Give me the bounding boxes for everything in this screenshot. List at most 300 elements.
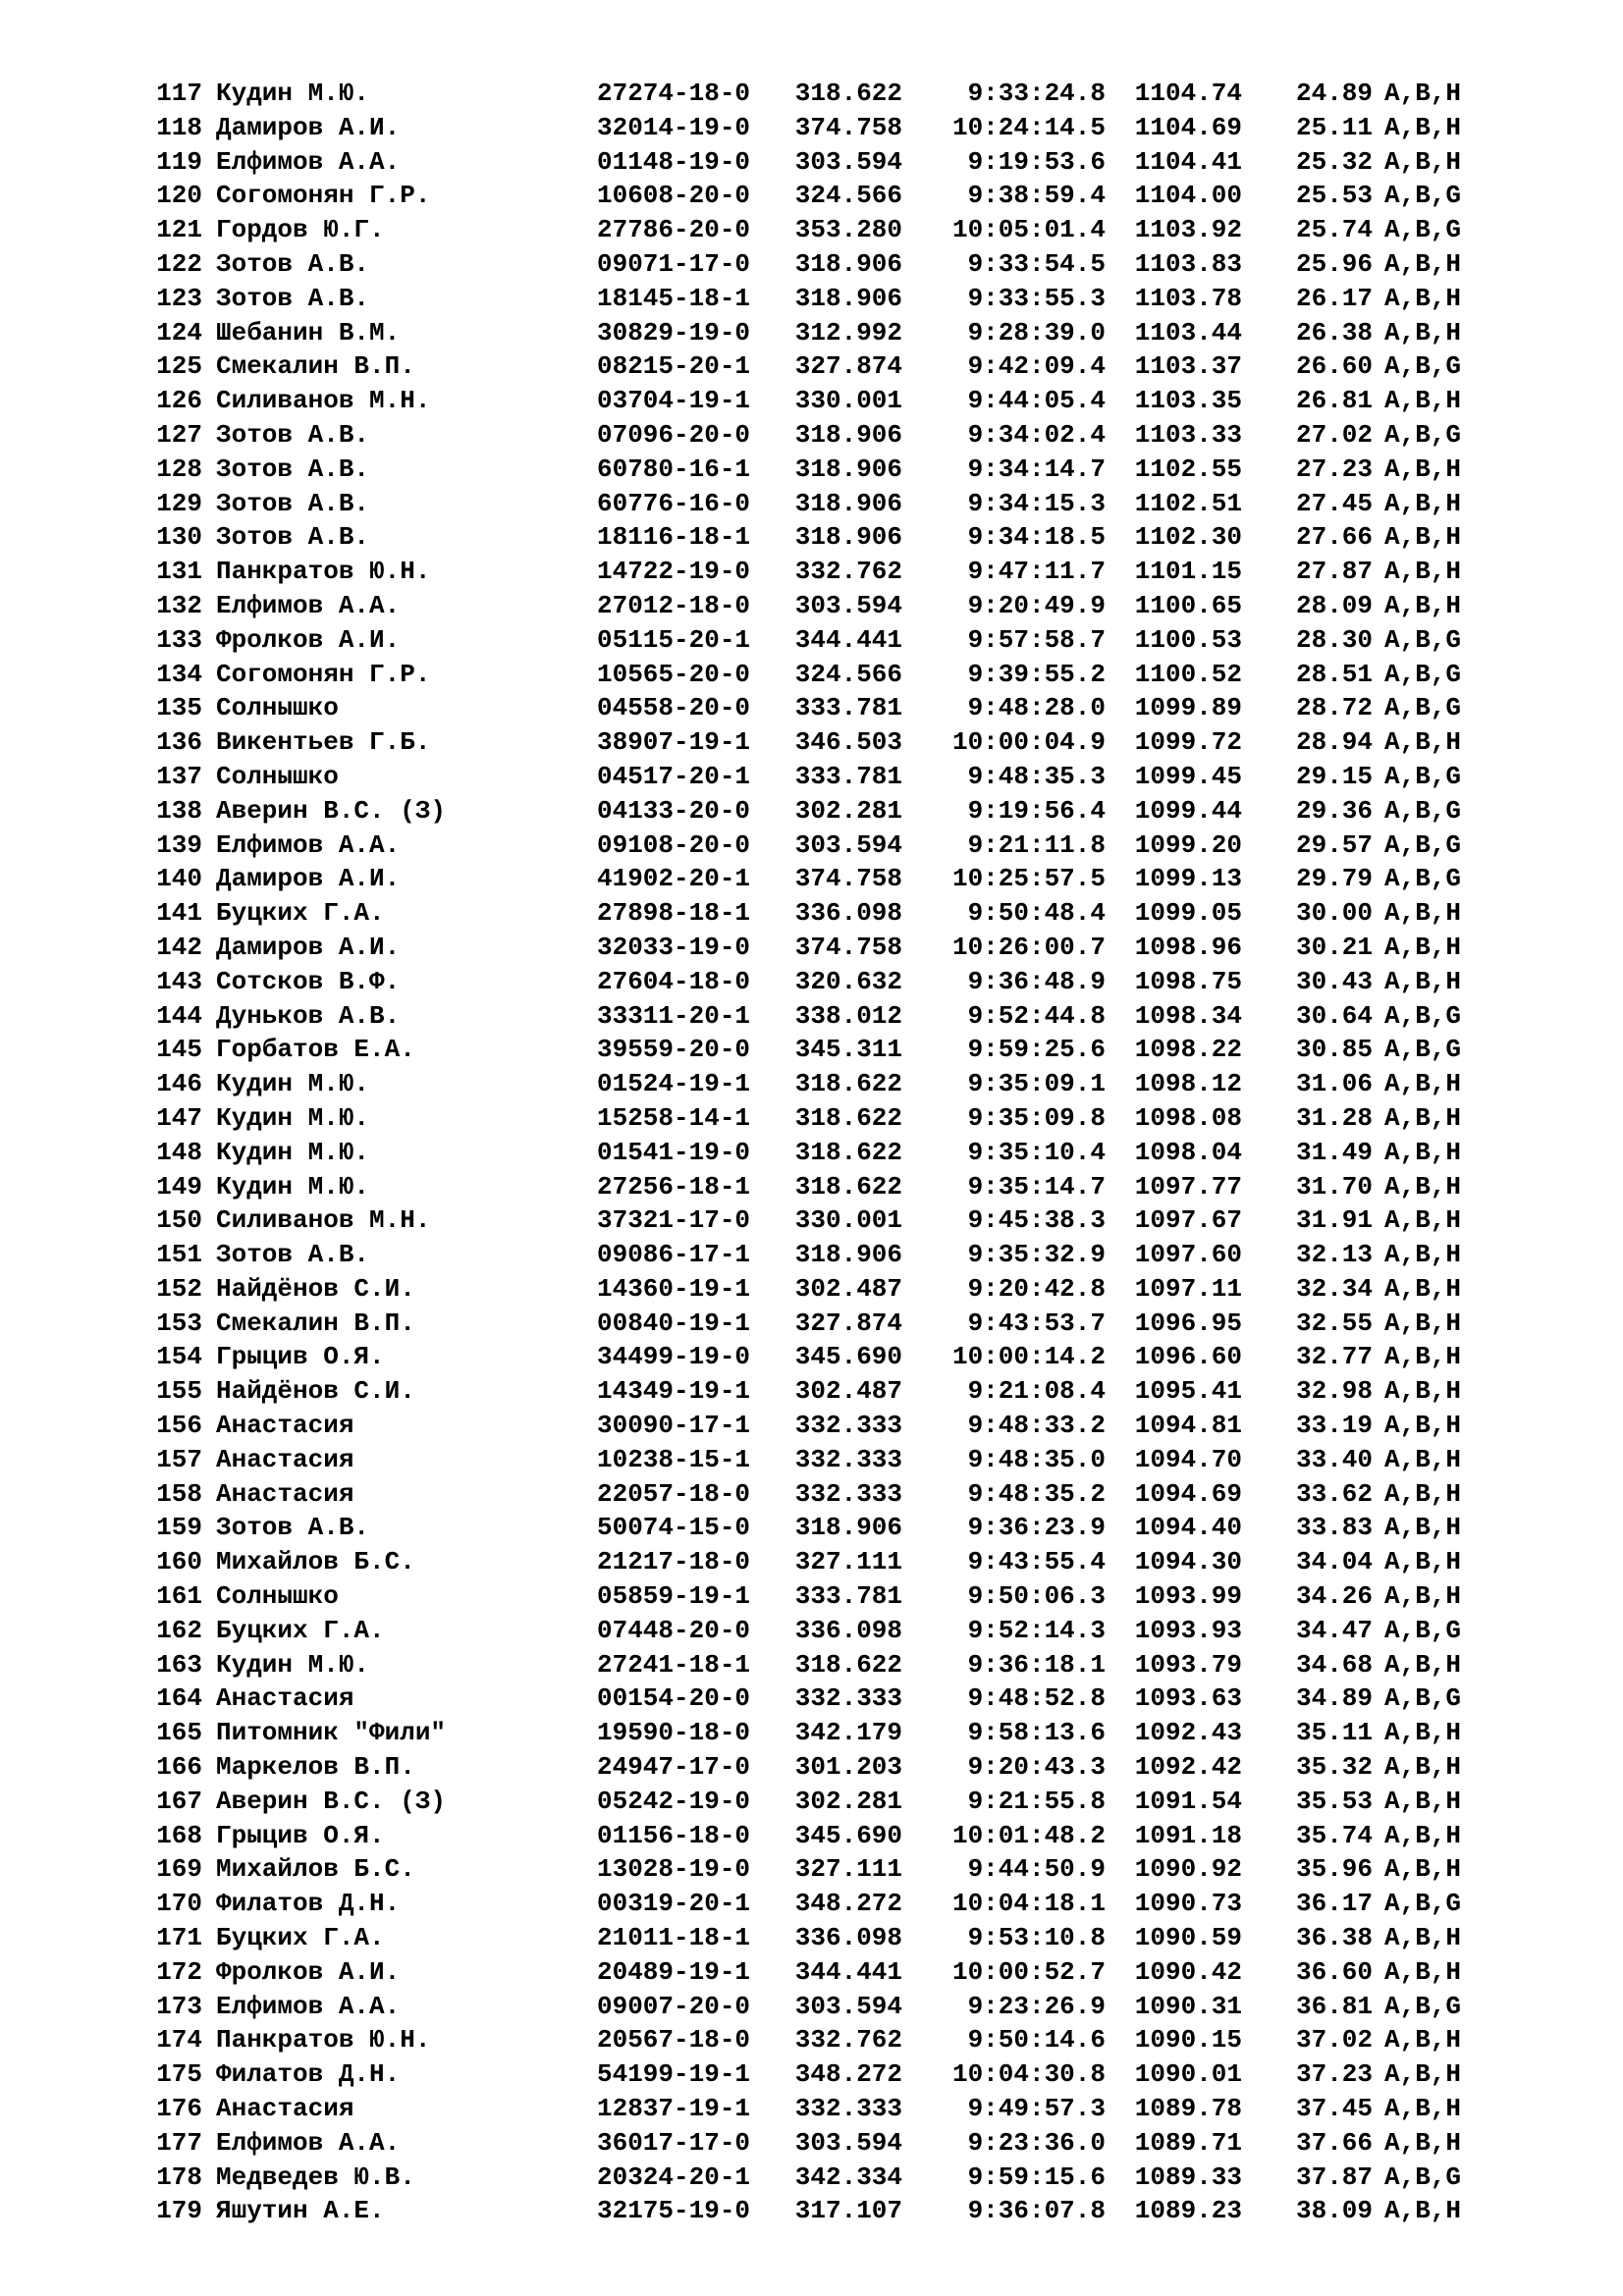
speed-cell: 1092.43 [1134, 1718, 1242, 1748]
table-row [143, 1545, 1567, 1579]
arrival-time-cell: 9:34:14.7 [967, 454, 1106, 484]
distance-cell: 353.280 [794, 215, 902, 245]
table-row [143, 453, 1567, 487]
rank-cell: 135 [156, 693, 202, 723]
arrival-time-cell: 9:36:48.9 [967, 966, 1106, 996]
table-row [143, 589, 1567, 623]
arrival-time-cell: 9:35:14.7 [967, 1171, 1106, 1201]
speed-cell: 1098.34 [1134, 1000, 1242, 1031]
arrival-time-cell: 9:36:18.1 [967, 1649, 1106, 1680]
rank-cell: 156 [156, 1411, 202, 1441]
arrival-time-cell: 9:52:44.8 [967, 1000, 1106, 1031]
ring-number-cell: 00319-20-1 [597, 1889, 751, 1919]
coefficient-cell: 33.83 [1295, 1513, 1373, 1543]
rank-cell: 130 [156, 522, 202, 553]
ring-number-cell: 27786-20-0 [597, 215, 751, 245]
ring-number-cell: 05242-19-0 [597, 1786, 751, 1816]
fancier-name-cell: Зотов А.В. [216, 488, 370, 518]
fancier-name-cell: Зотов А.В. [216, 1240, 370, 1270]
fancier-name-cell: Фролков А.И. [216, 624, 401, 655]
table-row [143, 1750, 1567, 1785]
rank-cell: 127 [156, 419, 202, 450]
speed-cell: 1098.04 [1134, 1137, 1242, 1167]
fancier-name-cell: Михайлов Б.С. [216, 1854, 415, 1885]
group-cell: A,B,G [1384, 215, 1462, 245]
coefficient-cell: 27.87 [1295, 557, 1373, 587]
table-row [143, 760, 1567, 794]
distance-cell: 318.906 [794, 283, 902, 313]
coefficient-cell: 32.13 [1295, 1240, 1373, 1270]
speed-cell: 1104.74 [1134, 79, 1242, 108]
table-row [143, 1579, 1567, 1614]
rank-cell: 120 [156, 181, 202, 211]
distance-cell: 345.311 [794, 1035, 902, 1065]
speed-cell: 1097.11 [1134, 1273, 1242, 1304]
distance-cell: 318.906 [794, 1513, 902, 1543]
rank-cell: 178 [156, 2162, 202, 2192]
rank-cell: 152 [156, 1273, 202, 1304]
distance-cell: 336.098 [794, 1615, 902, 1645]
distance-cell: 318.622 [794, 1649, 902, 1680]
arrival-time-cell: 9:35:10.4 [967, 1137, 1106, 1167]
table-row [143, 2023, 1567, 2057]
arrival-time-cell: 10:24:14.5 [951, 112, 1106, 142]
arrival-time-cell: 9:48:33.2 [967, 1411, 1106, 1441]
coefficient-cell: 26.17 [1295, 283, 1373, 313]
fancier-name-cell: Дамиров А.И. [216, 864, 401, 894]
table-row [143, 1443, 1567, 1477]
group-cell: A,B,H [1384, 1444, 1462, 1474]
distance-cell: 332.762 [794, 557, 902, 587]
speed-cell: 1099.89 [1134, 693, 1242, 723]
coefficient-cell: 28.94 [1295, 727, 1373, 758]
ring-number-cell: 00154-20-0 [597, 1683, 751, 1714]
arrival-time-cell: 9:44:50.9 [967, 1854, 1106, 1885]
speed-cell: 1102.30 [1134, 522, 1242, 553]
distance-cell: 333.781 [794, 693, 902, 723]
ring-number-cell: 10608-20-0 [597, 181, 751, 211]
speed-cell: 1093.99 [1134, 1581, 1242, 1612]
ring-number-cell: 30829-19-0 [597, 317, 751, 347]
fancier-name-cell: Зотов А.В. [216, 522, 370, 553]
fancier-name-cell: Кудин М.Ю. [216, 1649, 370, 1680]
rank-cell: 141 [156, 898, 202, 929]
ring-number-cell: 14349-19-1 [597, 1376, 751, 1407]
coefficient-cell: 34.47 [1295, 1615, 1373, 1645]
table-row [143, 965, 1567, 999]
distance-cell: 301.203 [794, 1752, 902, 1783]
fancier-name-cell: Панкратов Ю.Н. [216, 2025, 431, 2056]
rank-cell: 177 [156, 2127, 202, 2158]
group-cell: A,B,H [1384, 248, 1462, 279]
ring-number-cell: 32175-19-0 [597, 2196, 751, 2226]
fancier-name-cell: Зотов А.В. [216, 283, 370, 313]
table-row [143, 999, 1567, 1034]
ring-number-cell: 60776-16-0 [597, 488, 751, 518]
group-cell: A,B,H [1384, 1137, 1462, 1167]
rank-cell: 134 [156, 659, 202, 689]
speed-cell: 1090.31 [1134, 1991, 1242, 2021]
coefficient-cell: 29.79 [1295, 864, 1373, 894]
table-row [143, 555, 1567, 589]
arrival-time-cell: 9:36:07.8 [967, 2196, 1106, 2226]
group-cell: A,B,H [1384, 1649, 1462, 1680]
fancier-name-cell: Медведев Ю.В. [216, 2162, 415, 2192]
ring-number-cell: 15258-14-1 [597, 1102, 751, 1133]
group-cell: A,B,H [1384, 146, 1462, 177]
arrival-time-cell: 9:19:56.4 [967, 795, 1106, 826]
fancier-name-cell: Горбатов Е.А. [216, 1035, 415, 1065]
speed-cell: 1090.15 [1134, 2025, 1242, 2056]
ring-number-cell: 27274-18-0 [597, 79, 751, 108]
table-row [143, 2126, 1567, 2161]
speed-cell: 1091.54 [1134, 1786, 1242, 1816]
coefficient-cell: 25.11 [1295, 112, 1373, 142]
speed-cell: 1089.33 [1134, 2162, 1242, 2192]
distance-cell: 345.690 [794, 1820, 902, 1850]
table-row [143, 658, 1567, 692]
fancier-name-cell: Буцких Г.А. [216, 1923, 385, 1953]
coefficient-cell: 37.66 [1295, 2127, 1373, 2158]
speed-cell: 1093.79 [1134, 1649, 1242, 1680]
group-cell: A,B,G [1384, 181, 1462, 211]
arrival-time-cell: 9:57:58.7 [967, 624, 1106, 655]
table-row [143, 282, 1567, 316]
table-row [143, 1238, 1567, 1272]
speed-cell: 1099.20 [1134, 829, 1242, 860]
distance-cell: 332.333 [794, 1411, 902, 1441]
coefficient-cell: 27.66 [1295, 522, 1373, 553]
speed-cell: 1103.92 [1134, 215, 1242, 245]
table-row [143, 1921, 1567, 1955]
distance-cell: 318.622 [794, 79, 902, 108]
speed-cell: 1098.12 [1134, 1069, 1242, 1099]
coefficient-cell: 29.15 [1295, 761, 1373, 791]
distance-cell: 318.622 [794, 1102, 902, 1133]
speed-cell: 1103.37 [1134, 351, 1242, 382]
ring-number-cell: 37321-17-0 [597, 1205, 751, 1236]
fancier-name-cell: Анастасия [216, 2094, 354, 2124]
arrival-time-cell: 9:35:09.1 [967, 1069, 1106, 1099]
coefficient-cell: 35.53 [1295, 1786, 1373, 1816]
group-cell: A,B,H [1384, 1581, 1462, 1612]
table-row [143, 1067, 1567, 1101]
coefficient-cell: 34.26 [1295, 1581, 1373, 1612]
speed-cell: 1095.41 [1134, 1376, 1242, 1407]
distance-cell: 318.622 [794, 1069, 902, 1099]
rank-cell: 176 [156, 2094, 202, 2124]
speed-cell: 1102.55 [1134, 454, 1242, 484]
table-row [143, 1374, 1567, 1409]
coefficient-cell: 30.00 [1295, 898, 1373, 929]
coefficient-cell: 26.38 [1295, 317, 1373, 347]
arrival-time-cell: 9:59:25.6 [967, 1035, 1106, 1065]
fancier-name-cell: Солнышко [216, 1581, 339, 1612]
table-row [143, 179, 1567, 213]
group-cell: A,B,G [1384, 829, 1462, 860]
group-cell: A,B,H [1384, 283, 1462, 313]
group-cell: A,B,G [1384, 351, 1462, 382]
speed-cell: 1103.35 [1134, 386, 1242, 416]
ring-number-cell: 14722-19-0 [597, 557, 751, 587]
ring-number-cell: 41902-20-1 [597, 864, 751, 894]
table-row [143, 1272, 1567, 1307]
rank-cell: 151 [156, 1240, 202, 1270]
group-cell: A,B,G [1384, 1035, 1462, 1065]
coefficient-cell: 37.87 [1295, 2162, 1373, 2192]
group-cell: A,B,G [1384, 864, 1462, 894]
table-row [143, 1340, 1567, 1374]
table-row [143, 1648, 1567, 1682]
distance-cell: 318.622 [794, 1171, 902, 1201]
rank-cell: 160 [156, 1547, 202, 1577]
table-row [143, 2092, 1567, 2126]
table-row [143, 1852, 1567, 1887]
fancier-name-cell: Кудин М.Ю. [216, 1069, 370, 1099]
ring-number-cell: 09007-20-0 [597, 1991, 751, 2021]
group-cell: A,B,H [1384, 2059, 1462, 2090]
arrival-time-cell: 9:48:35.3 [967, 761, 1106, 791]
group-cell: A,B,G [1384, 693, 1462, 723]
arrival-time-cell: 9:42:09.4 [967, 351, 1106, 382]
group-cell: A,B,H [1384, 1923, 1462, 1953]
rank-cell: 125 [156, 351, 202, 382]
group-cell: A,B,H [1384, 112, 1462, 142]
coefficient-cell: 32.34 [1295, 1273, 1373, 1304]
rank-cell: 167 [156, 1786, 202, 1816]
distance-cell: 345.690 [794, 1342, 902, 1372]
group-cell: A,B,H [1384, 522, 1462, 553]
ring-number-cell: 10238-15-1 [597, 1444, 751, 1474]
fancier-name-cell: Елфимов А.А. [216, 2127, 401, 2158]
speed-cell: 1099.44 [1134, 795, 1242, 826]
ring-number-cell: 27241-18-1 [597, 1649, 751, 1680]
speed-cell: 1094.81 [1134, 1411, 1242, 1441]
coefficient-cell: 31.06 [1295, 1069, 1373, 1099]
ring-number-cell: 10565-20-0 [597, 659, 751, 689]
group-cell: A,B,H [1384, 1240, 1462, 1270]
group-cell: A,B,G [1384, 1000, 1462, 1031]
coefficient-cell: 27.45 [1295, 488, 1373, 518]
speed-cell: 1104.69 [1134, 112, 1242, 142]
group-cell: A,B,G [1384, 419, 1462, 450]
coefficient-cell: 30.64 [1295, 1000, 1373, 1031]
table-row [143, 1477, 1567, 1512]
speed-cell: 1091.18 [1134, 1820, 1242, 1850]
rank-cell: 155 [156, 1376, 202, 1407]
speed-cell: 1100.65 [1134, 590, 1242, 620]
rank-cell: 162 [156, 1615, 202, 1645]
speed-cell: 1098.08 [1134, 1102, 1242, 1133]
speed-cell: 1093.63 [1134, 1683, 1242, 1714]
coefficient-cell: 33.62 [1295, 1478, 1373, 1509]
group-cell: A,B,H [1384, 2094, 1462, 2124]
rank-cell: 159 [156, 1513, 202, 1543]
table-row [143, 691, 1567, 725]
ring-number-cell: 20324-20-1 [597, 2162, 751, 2192]
fancier-name-cell: Дуньков А.В. [216, 1000, 401, 1031]
speed-cell: 1104.00 [1134, 181, 1242, 211]
fancier-name-cell: Михайлов Б.С. [216, 1547, 415, 1577]
rank-cell: 179 [156, 2196, 202, 2226]
arrival-time-cell: 9:20:49.9 [967, 590, 1106, 620]
distance-cell: 302.281 [794, 795, 902, 826]
table-row [143, 1511, 1567, 1545]
speed-cell: 1103.83 [1134, 248, 1242, 279]
table-row [143, 384, 1567, 418]
distance-cell: 324.566 [794, 181, 902, 211]
rank-cell: 174 [156, 2025, 202, 2056]
arrival-time-cell: 9:48:28.0 [967, 693, 1106, 723]
fancier-name-cell: Анастасия [216, 1478, 354, 1509]
group-cell: A,B,H [1384, 1342, 1462, 1372]
ring-number-cell: 08215-20-1 [597, 351, 751, 382]
distance-cell: 374.758 [794, 932, 902, 962]
ring-number-cell: 20567-18-0 [597, 2025, 751, 2056]
distance-cell: 327.111 [794, 1547, 902, 1577]
speed-cell: 1094.70 [1134, 1444, 1242, 1474]
ring-number-cell: 27604-18-0 [597, 966, 751, 996]
table-row [143, 349, 1567, 384]
ring-number-cell: 01541-19-0 [597, 1137, 751, 1167]
distance-cell: 318.622 [794, 1137, 902, 1167]
arrival-time-cell: 9:48:35.0 [967, 1444, 1106, 1474]
rank-cell: 150 [156, 1205, 202, 1236]
group-cell: A,B,H [1384, 1102, 1462, 1133]
arrival-time-cell: 9:38:59.4 [967, 181, 1106, 211]
ring-number-cell: 27256-18-1 [597, 1171, 751, 1201]
coefficient-cell: 31.49 [1295, 1137, 1373, 1167]
arrival-time-cell: 9:20:42.8 [967, 1273, 1106, 1304]
fancier-name-cell: Грыцив О.Я. [216, 1820, 385, 1850]
distance-cell: 333.781 [794, 1581, 902, 1612]
distance-cell: 333.781 [794, 761, 902, 791]
table-row [143, 862, 1567, 896]
distance-cell: 318.906 [794, 419, 902, 450]
group-cell: A,B,H [1384, 1478, 1462, 1509]
ring-number-cell: 05115-20-1 [597, 624, 751, 655]
arrival-time-cell: 10:04:18.1 [951, 1889, 1106, 1919]
speed-cell: 1099.45 [1134, 761, 1242, 791]
distance-cell: 330.001 [794, 1205, 902, 1236]
ring-number-cell: 39559-20-0 [597, 1035, 751, 1065]
arrival-time-cell: 9:34:18.5 [967, 522, 1106, 553]
arrival-time-cell: 9:36:23.9 [967, 1513, 1106, 1543]
coefficient-cell: 37.02 [1295, 2025, 1373, 2056]
fancier-name-cell: Найдёнов С.И. [216, 1273, 415, 1304]
distance-cell: 303.594 [794, 1991, 902, 2021]
coefficient-cell: 31.70 [1295, 1171, 1373, 1201]
rank-cell: 122 [156, 248, 202, 279]
arrival-time-cell: 9:33:54.5 [967, 248, 1106, 279]
group-cell: A,B,H [1384, 1376, 1462, 1407]
distance-cell: 342.334 [794, 2162, 902, 2192]
distance-cell: 317.107 [794, 2196, 902, 2226]
rank-cell: 154 [156, 1342, 202, 1372]
speed-cell: 1098.22 [1134, 1035, 1242, 1065]
fancier-name-cell: Дамиров А.И. [216, 932, 401, 962]
rank-cell: 164 [156, 1683, 202, 1714]
arrival-time-cell: 9:50:48.4 [967, 898, 1106, 929]
arrival-time-cell: 9:20:43.3 [967, 1752, 1106, 1783]
coefficient-cell: 33.40 [1295, 1444, 1373, 1474]
table-row [143, 316, 1567, 350]
rank-cell: 175 [156, 2059, 202, 2090]
table-row [143, 1033, 1567, 1067]
group-cell: A,B,G [1384, 2162, 1462, 2192]
speed-cell: 1090.42 [1134, 1956, 1242, 1987]
coefficient-cell: 25.32 [1295, 146, 1373, 177]
rank-cell: 170 [156, 1889, 202, 1919]
coefficient-cell: 34.68 [1295, 1649, 1373, 1680]
table-row [143, 828, 1567, 863]
group-cell: A,B,H [1384, 898, 1462, 929]
table-row [143, 1614, 1567, 1648]
ring-number-cell: 03704-19-1 [597, 386, 751, 416]
table-row [143, 1101, 1567, 1136]
rank-cell: 168 [156, 1820, 202, 1850]
coefficient-cell: 31.28 [1295, 1102, 1373, 1133]
speed-cell: 1097.77 [1134, 1171, 1242, 1201]
ring-number-cell: 54199-19-1 [597, 2059, 751, 2090]
speed-cell: 1092.42 [1134, 1752, 1242, 1783]
arrival-time-cell: 9:23:26.9 [967, 1991, 1106, 2021]
coefficient-cell: 35.74 [1295, 1820, 1373, 1850]
ring-number-cell: 13028-19-0 [597, 1854, 751, 1885]
arrival-time-cell: 9:19:53.6 [967, 146, 1106, 177]
group-cell: A,B,G [1384, 1889, 1462, 1919]
group-cell: A,B,G [1384, 659, 1462, 689]
arrival-time-cell: 9:58:13.6 [967, 1718, 1106, 1748]
ring-number-cell: 01156-18-0 [597, 1820, 751, 1850]
speed-cell: 1103.44 [1134, 317, 1242, 347]
distance-cell: 332.333 [794, 2094, 902, 2124]
arrival-time-cell: 9:59:15.6 [967, 2162, 1106, 2192]
rank-cell: 119 [156, 146, 202, 177]
table-row [143, 213, 1567, 247]
coefficient-cell: 36.38 [1295, 1923, 1373, 1953]
group-cell: A,B,H [1384, 932, 1462, 962]
distance-cell: 336.098 [794, 1923, 902, 1953]
distance-cell: 327.874 [794, 1308, 902, 1338]
ring-number-cell: 09071-17-0 [597, 248, 751, 279]
coefficient-cell: 30.85 [1295, 1035, 1373, 1065]
table-row [143, 623, 1567, 658]
speed-cell: 1097.60 [1134, 1240, 1242, 1270]
fancier-name-cell: Елфимов А.А. [216, 829, 401, 860]
ring-number-cell: 04133-20-0 [597, 795, 751, 826]
distance-cell: 320.632 [794, 966, 902, 996]
arrival-time-cell: 9:35:09.8 [967, 1102, 1106, 1133]
arrival-time-cell: 9:48:52.8 [967, 1683, 1106, 1714]
speed-cell: 1090.73 [1134, 1889, 1242, 1919]
speed-cell: 1098.96 [1134, 932, 1242, 962]
fancier-name-cell: Грыцив О.Я. [216, 1342, 385, 1372]
coefficient-cell: 36.60 [1295, 1956, 1373, 1987]
rank-cell: 161 [156, 1581, 202, 1612]
ring-number-cell: 18116-18-1 [597, 522, 751, 553]
fancier-name-cell: Гордов Ю.Г. [216, 215, 385, 245]
rank-cell: 158 [156, 1478, 202, 1509]
coefficient-cell: 29.57 [1295, 829, 1373, 860]
group-cell: A,B,H [1384, 1171, 1462, 1201]
results-table [143, 77, 1567, 2228]
fancier-name-cell: Кудин М.Ю. [216, 1137, 370, 1167]
fancier-name-cell: Буцких Г.А. [216, 1615, 385, 1645]
distance-cell: 318.906 [794, 488, 902, 518]
arrival-time-cell: 9:49:57.3 [967, 2094, 1106, 2124]
distance-cell: 342.179 [794, 1718, 902, 1748]
